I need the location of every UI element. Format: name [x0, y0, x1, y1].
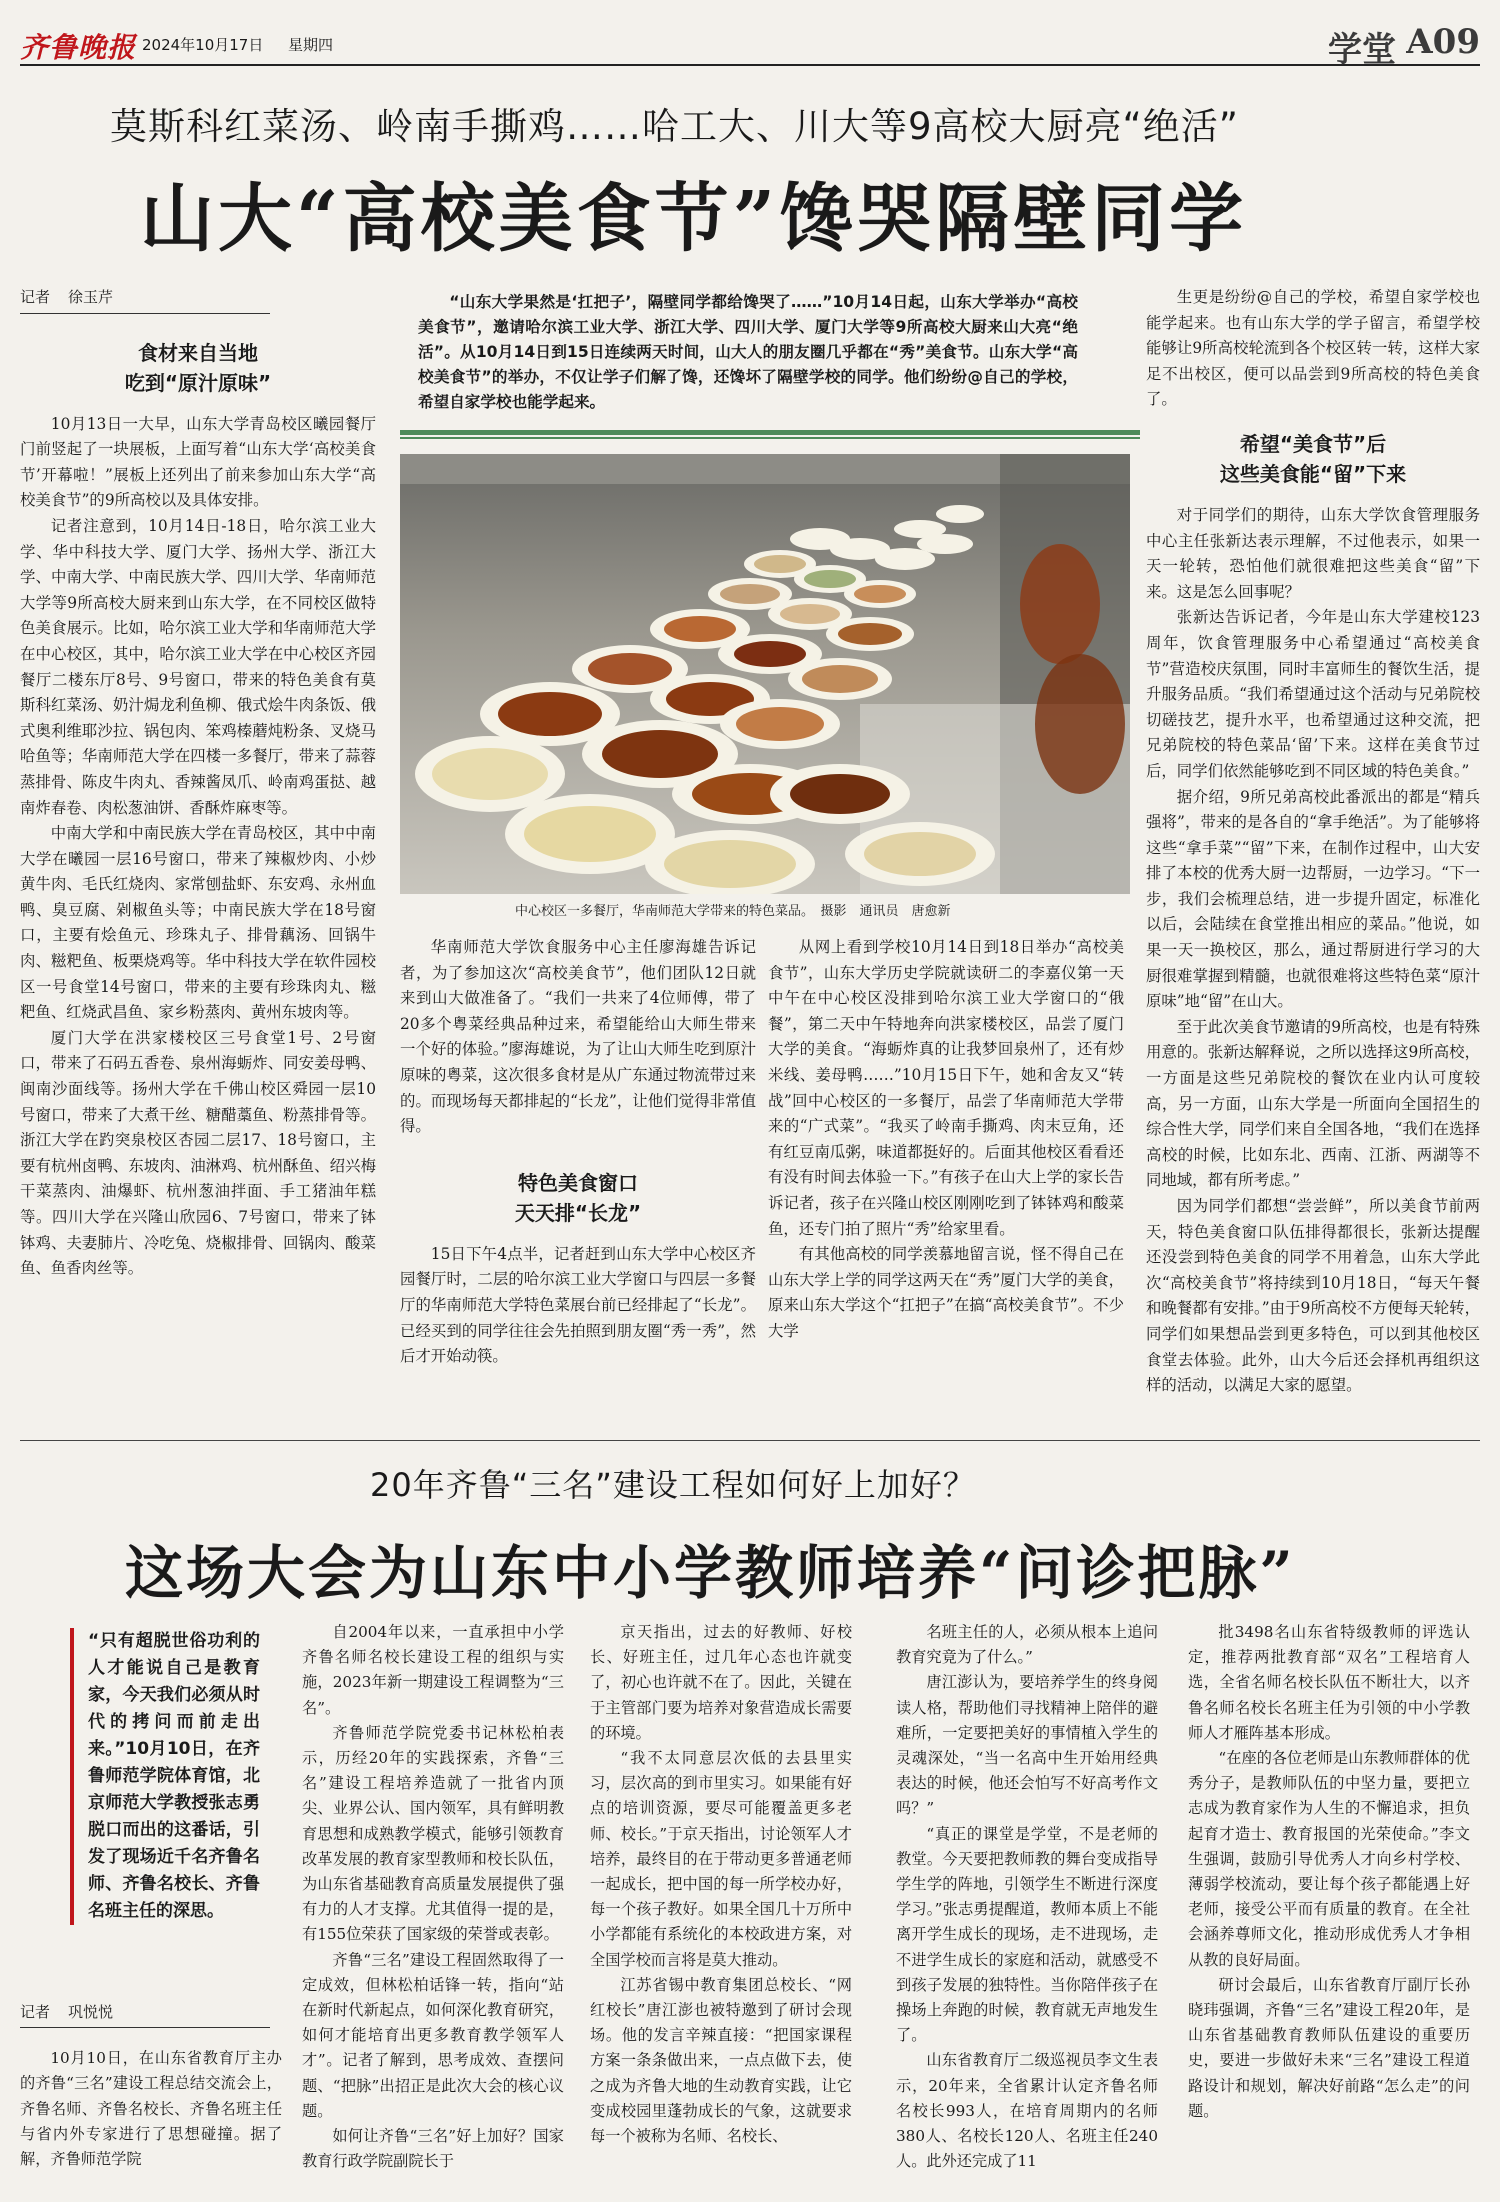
article2-title: 这场大会为山东中小学教师培养“问诊把脉” — [125, 1539, 1296, 1607]
article1-col4-subhead: 希望“美食节”后 这些美食能“留”下来 — [1219, 431, 1407, 486]
article2-byline — [20, 2000, 270, 2028]
paragraph: 自2004年以来，一直承担中小学齐鲁名师名校长建设工程的组织与实施，2023年新一期建设工程调整为“三名”。 — [302, 1623, 564, 1717]
byline-name: 徐玉芹 — [68, 288, 114, 306]
article1-col4-body-top — [1146, 285, 1480, 413]
paragraph: 江苏省锡中教育集团总校长、“网红校长”唐江澎也被特邀到了研讨会现场。他的发言辛辣直接：“把国家课程方案一条条做出来，一点点做下去，使之成为齐鲁大地的生动教育实践，让它变成校园里蓬勃成长的气象，这就要求每一个被称为名师、名校长、 — [590, 1975, 852, 2146]
article2-column-4 — [896, 1620, 1158, 2174]
byline-name: 巩悦悦 — [68, 2003, 114, 2021]
paragraph: 齐鲁师范学院党委书记林松柏表示，历经20年的实践探索，齐鲁“三名”建设工程培养造就了一批省内顶尖、业界公认、国内领军，具有鲜明教育思想和成熟教学模式，能够引领教育改革发展的教育家型教师和校长队伍，为山东省基础教育高质量发展提供了强有力的人才支撑。尤其值得一提的是，有155位荣获了国家级的荣誉或表彰。 — [302, 1723, 564, 1944]
article1-column-1 — [20, 285, 376, 1282]
paragraph: 批3498名山东省特级教师的评选认定，推荐两批教育部“双名”工程培育人选，全省名师名校长队伍不断壮大，以齐鲁名师名校长名班主任为引领的中小学教师人才雁阵基本形成。 — [1188, 1623, 1470, 1742]
section-name: 学堂 — [1328, 30, 1396, 70]
paragraph: 名班主任的人，必须从根本上追问教育究竟为了什么。” — [896, 1623, 1158, 1667]
paragraph: 华南师范大学饮食服务中心主任廖海雄告诉记者，为了参加这次“高校美食节”，他们团队12日就来到山大做准备了。“我们一共来了4位师傅，带了20多个粤菜经典品种过来，希望能给山大师生带来一个好的体验。”廖海雄说，为了让山大师生吃到原汁原味的粤菜，这次很多食材是从广东通过物流带过来的。而现场每天都排起的“长龙”，让他们觉得非常值得。 — [400, 938, 756, 1136]
paragraph: “在座的各位老师是山东教师群体的优秀分子，是教师队伍的中坚力量，要把立志成为教育家作为人生的不懈追求，担负起育才造士、教育报国的光荣使命。”李文生强调，鼓励引导优秀人才向乡村学校、薄弱学校流动，要让每个孩子都能遇上好老师，接受公平而有质量的教育。在全社会涵养尊师文化，推动形成优秀人才争相从教的良好局面。 — [1188, 1749, 1470, 1969]
newspaper-logo: 齐鲁晚报 — [20, 31, 137, 64]
food-photo-image — [400, 454, 1130, 894]
paragraph: 记者注意到，10月14日-18日，哈尔滨工业大学、华中科技大学、厦门大学、扬州大学、浙江大学、中南大学、中南民族大学、四川大学、华南师范大学等9所高校大厨来到山东大学，在不同校区做特色美食展示。比如，哈尔滨工业大学和华南师范大学在中心校区，其中，哈尔滨工业大学在中心校区齐园餐厅二楼东厅8号、9号窗口，带来的特色美食有莫斯科红菜汤、奶汁焗龙利鱼柳、俄式烩牛肉条饭、俄式奥利维耶沙拉、锅包肉、笨鸡榛蘑炖粉条、叉烧马哈鱼等；华南师范大学在四楼一多餐厅，带来了蒜蓉蒸排骨、陈皮牛肉丸、香辣酱凤爪、岭南鸡蛋挞、越南炸春卷、肉松葱油饼、香酥炸麻枣等。 — [20, 516, 376, 817]
paragraph: 15日下午4点半，记者赶到山东大学中心校区齐园餐厅时，二层的哈尔滨工业大学窗口与四层一多餐厅的华南师范大学特色菜展台前已经排起了“长龙”。已经买到的同学往往会先拍照到朋友圈“秀一秀”，然后才开始动筷。 — [400, 1244, 756, 1366]
article1-col2-body-bottom — [400, 1242, 756, 1370]
article2-column-1-bottom — [20, 2000, 282, 2172]
article1-subtitle: 莫斯科红菜汤、岭南手撕鸡……哈工大、川大等9高校大厨亮“绝活” — [110, 105, 1239, 148]
article1-title: 山大“高校美食节”馋哭隔壁同学 — [140, 176, 1248, 262]
paragraph: 有其他高校的同学羡慕地留言说，怪不得自己在山东大学上学的同学这两天在“秀”厦门大学的美食，原来山东大学这个“扛把子”在搞“高校美食节”。不少大学 — [768, 1245, 1124, 1340]
article1-lead: “山东大学果然是‘扛把子’，隔壁同学都给馋哭了……”10月14日起，山东大学举办“高校美食节”，邀请哈尔滨工业大学、浙江大学、四川大学、厦门大学等9所高校大厨来山大亮“绝活”。从10月14日到15日连续两天时间，山大人的朋友圈几乎都在“秀”美食节。山东大学“高校美食节”的举办，不仅让学子们解了馋，还馋坏了隔壁学校的同学。他们纷纷@自己的学校，希望自家学校也能学起来。 — [418, 293, 1078, 411]
article1-col4-body-bottom — [1146, 503, 1480, 1399]
paragraph: 因为同学们都想“尝尝鲜”，所以美食节前两天，特色美食窗口队伍排得都很长，张新达提醒还没尝到特色美食的同学不用着急，山东大学此次“高校美食节”将持续到10月18日，“每天午餐和晚餐都有安排。”由于9所高校不方便每天轮转，同学们如果想品尝到更多特色，可以到其他校区食堂去体验。此外，山大今后还会择机再组织这样的活动，以满足大家的愿望。 — [1146, 1197, 1480, 1395]
article1-column-3 — [768, 935, 1124, 1345]
paragraph: 从网上看到学校10月14日到18日举办“高校美食节”，山东大学历史学院就读研二的李嘉仪第一天中午在中心校区没排到哈尔滨工业大学窗口的“俄餐”，第二天中午特地奔向洪家楼校区，品尝了厦门大学的美食。“海蛎炸真的让我梦回泉州了，还有炒米线、姜母鸭……”10月15日下午，她和舍友又“转战”回中心校区的一多餐厅，品尝了华南师范大学带来的“广式菜”。“我买了岭南手撕鸡、肉末豆角，还有红豆南瓜粥，味道都挺好的。后面其他校区看看还有没有时间去体验一下。”有孩子在山大上学的家长告诉记者，孩子在兴隆山校区刚刚吃到了钵钵鸡和酸菜鱼，还专门拍了照片“秀”给家里看。 — [768, 938, 1124, 1238]
byline-label: 记者 — [20, 2003, 51, 2021]
article2-column-5 — [1188, 1620, 1470, 2124]
paragraph: 研讨会最后，山东省教育厅副厅长孙晓玮强调，齐鲁“三名”建设工程20年，是山东省基础教育教师队伍建设的重要历史，要进一步做好未来“三名”建设工程道路设计和规划，解决好前路“怎么走”的问题。 — [1188, 1975, 1470, 2120]
article1-col2-subhead: 特色美食窗口 天天排“长龙” — [514, 1170, 642, 1225]
article1-col1-body — [20, 412, 376, 1282]
paragraph: “真正的课堂是学堂，不是老师的教堂。今天要把教师教的舞台变成指导学生学的阵地，引领学生不断进行深度学习。”张志勇提醒道，教师本质上不能离开学生成长的现场，走不进现场，走不进学生成长的家庭和活动，就感受不到孩子发展的独特性。当你陪伴孩子在操场上奔跑的时候，教育就无声地发生了。 — [896, 1824, 1158, 2045]
article1-col3-body — [768, 935, 1124, 1345]
lead-divider — [400, 430, 1140, 435]
article1-col2-body-top — [400, 935, 756, 1140]
issue-weekday: 星期四 — [288, 36, 334, 54]
paragraph: 京天指出，过去的好教师、好校长、好班主任，过几年心态也许就变了，初心也许就不在了。因此，关键在于主管部门要为培养对象营造成长需要的环境。 — [590, 1623, 852, 1742]
issue-date: 2024年10月17日 — [142, 36, 264, 54]
paragraph: 张新达告诉记者，今年是山东大学建校123周年，饮食管理服务中心希望通过“高校美食节”营造校庆氛围，同时丰富师生的餐饮生活，提升服务品质。“我们希望通过这个活动与兄弟院校切磋技艺，提升水平，也希望通过这种交流，把兄弟院校的特色菜品‘留’下来。这样在美食节过后，同学们依然能够吃到不同区域的特色美食。” — [1146, 608, 1480, 780]
masthead — [20, 22, 1480, 70]
lead-divider-thin — [400, 437, 1140, 439]
food-photo — [400, 454, 1130, 894]
paragraph: 至于此次美食节邀请的9所高校，也是有特殊用意的。张新达解释说，之所以选择这9所高校，一方面是这些兄弟院校的餐饮在业内认可度较高，另一方面，山东大学是一所面向全国招生的综合性大学，同学们来自全国各地，“我们在选择高校的时候，比如东北、西南、江浙、两湖等不同地域，都有所考虑。” — [1146, 1017, 1480, 1190]
paragraph: 厦门大学在洪家楼校区三号食堂1号、2号窗口，带来了石码五香卷、泉州海蛎炸、同安姜母鸭、闽南沙面线等。扬州大学在千佛山校区舜园一层10号窗口，带来了大煮干丝、糖醋藁鱼、粉蒸排骨等。浙江大学在趵突泉校区杏园二层17、18号窗口，主要有杭州卤鸭、东坡肉、油淋鸡、杭州酥鱼、绍兴梅干菜蒸肉、油爆虾、杭州葱油拌面、手工猪油年糕等。四川大学在兴隆山欣园6、7号窗口，带来了钵钵鸡、夫妻肺片、冷吃兔、烧椒排骨、回锅肉、酸菜鱼、鱼香肉丝等。 — [20, 1028, 376, 1278]
article2-column-3 — [590, 1620, 852, 2149]
article1-column-2 — [400, 935, 756, 1370]
article1-byline — [20, 285, 270, 314]
paragraph: 生更是纷纷@自己的学校，希望自家学校也能学起来。也有山东大学的学子留言，希望学校能够让9所高校轮流到各个校区转一转，这样大家足不出校区，便可以品尝到9所高校的特色美食了。 — [1146, 288, 1480, 409]
photo-caption: 中心校区一多餐厅，华南师范大学带来的特色菜品。 摄影 通讯员 唐愈新 — [515, 904, 951, 919]
paragraph: 10月13日一大早，山东大学青岛校区曦园餐厅门前竖起了一块展板，上面写着“山东大学‘高校美食节’开幕啦！”展板上还列出了前来参加山东大学“高校美食节”的9所高校以及具体安排。 — [20, 414, 376, 510]
paragraph: 山东省教育厅二级巡视员李文生表示，20年来，全省累计认定齐鲁名师名校长993人，在培育周期内的名师380人、名校长120人、名班主任240人。此外还完成了11 — [896, 2051, 1158, 2171]
page-number: A09 — [1406, 22, 1480, 62]
article2-column-2 — [302, 1620, 564, 2174]
paragraph: 齐鲁“三名”建设工程固然取得了一定成效，但林松柏话锋一转，指向“站在新时代新起点，如何深化教育研究，如何才能培育出更多教育教学领军人才”。记者了解到，思考成效、查摆问题、“把脉”出招正是此次大会的核心议题。 — [302, 1950, 564, 2120]
paragraph: 如何让齐鲁“三名”好上加好？国家教育行政学院副院长于 — [302, 2127, 564, 2171]
paragraph: 对于同学们的期待，山东大学饮食管理服务中心主任张新达表示理解，不过他表示，如果一天一轮转，恐怕他们就很难把这些美食“留”下来。这是怎么回事呢？ — [1146, 505, 1480, 601]
article2-col1-paragraph: 10月10日，在山东省教育厅主办的齐鲁“三名”建设工程总结交流会上，齐鲁名师、齐鲁名校长、齐鲁名班主任与省内外专家进行了思想碰撞。据了解，齐鲁师范学院 — [20, 2049, 282, 2169]
article2-subtitle: 20年齐鲁“三名”建设工程如何好上加好？ — [370, 1466, 976, 1504]
article-divider — [20, 1440, 1480, 1441]
paragraph: 唐江澎认为，要培养学生的终身阅读人格，帮助他们寻找精神上陪伴的避难所，一定要把美好的事情植入学生的灵魂深处，“当一名高中生开始用经典表达的时候，他还会怕写不好高考作文吗？” — [896, 1673, 1158, 1818]
article1-col1-subhead: 食材来自当地 吃到“原汁原味” — [124, 340, 272, 395]
paragraph: “我不太同意层次低的去县里实习，层次高的到市里实习。如果能有好点的培训资源，要尽可能覆盖更多老师、校长。”于京天指出，讨论领军人才培养，最终目的在于带动更多普通老师一起成长，把中国的每一所学校办好，每一个孩子教好。如果全国几十万所中小学都能有系统化的本校政进方案，对全国学校而言将是莫大推动。 — [590, 1749, 852, 1969]
paragraph: 中南大学和中南民族大学在青岛校区，其中中南大学在曦园一层16号窗口，带来了辣椒炒肉、小炒黄牛肉、毛氏红烧肉、家常刨盐虾、东安鸡、永州血鸭、臭豆腐、剁椒鱼头等；中南民族大学在18号窗口，主要有烩鱼元、珍珠丸子、排骨藕汤、回锅牛肉、糍粑鱼、板栗烧鸡等。华中科技大学在软件园校区一号食堂14号窗口，带来的主要有珍珠肉丸、糍粑鱼、红烧武昌鱼、家乡粉蒸肉、黄州东坡肉等。 — [20, 824, 376, 1022]
article2-pullquote: “只有超脱世俗功利的人才能说自己是教育家，今天我们必须从时代的拷问而前走出来。”10月10日，在齐鲁师范学院体育馆，北京师范大学教授张志勇脱口而出的这番话，引发了现场近千名齐鲁名师、齐鲁名校长、齐鲁名班主任的深思。 — [70, 1628, 260, 1925]
paragraph: 据介绍，9所兄弟高校此番派出的都是“精兵强将”，带来的是各自的“拿手绝活”。为了能够将这些“拿手菜”“留”下来，在制作过程中，山大安排了本校的优秀大厨一边帮厨，一边学习。“下一步，我们会梳理总结，进一步提升固定，标准化以后，会陆续在食堂推出相应的菜品。”他说，如果一天一换校区，那么，通过帮厨进行学习的大厨很难掌握到精髓，也就很难将这些特色菜“原汁原味”地“留”在山大。 — [1146, 787, 1480, 1011]
byline-label: 记者 — [20, 288, 51, 306]
article1-column-4 — [1146, 285, 1480, 1399]
